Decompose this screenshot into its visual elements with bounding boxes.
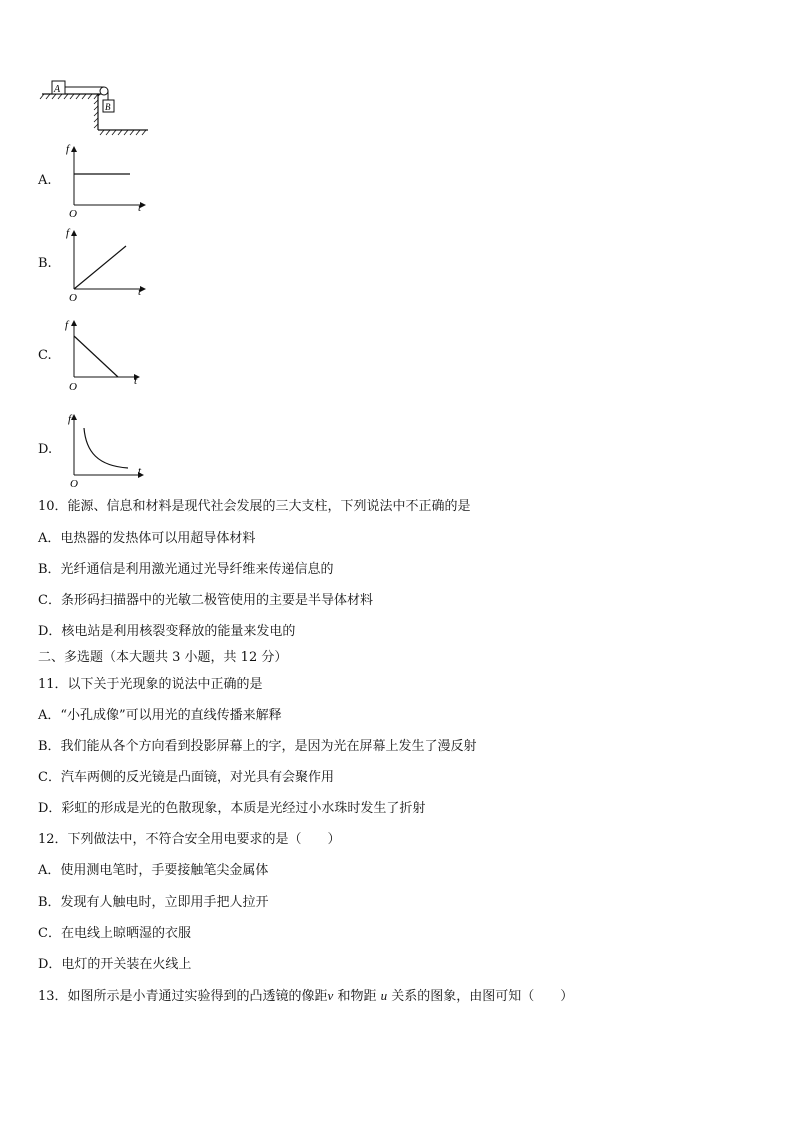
q13-stem: [38, 988, 573, 1005]
graph-c-origin-label: O: [69, 381, 77, 393]
q10-option-a: A．电热器的发热体可以用超导体材料: [38, 531, 256, 546]
q11-option-a: A．“小孔成像”可以用光的直线传播来解释: [38, 708, 282, 723]
graph-d-curve: [84, 428, 128, 468]
q12-stem: 12．下列做法中，不符合安全用电要求的是（ ）: [38, 832, 341, 847]
graph-a-y-axis-label: f: [66, 143, 70, 155]
graph-b-x-axis-label: t: [138, 286, 142, 298]
graph-c-x-axis-label: t: [134, 375, 138, 387]
q12-option-b: B．发现有人触电时，立即用手把人拉开: [38, 895, 269, 910]
q13-var-u: u: [380, 988, 388, 1003]
q12-option-c: C．在电线上晾晒湿的衣服: [38, 926, 191, 941]
graph-option-a: [62, 138, 152, 220]
q11-option-b: B．我们能从各个方向看到投影屏幕上的字，是因为光在屏幕上发生了漫反射: [38, 739, 477, 754]
q12-option-a: A．使用测电笔时，手要接触笔尖金属体: [38, 863, 269, 878]
q11-option-d: D．彩虹的形成是光的色散现象，本质是光经过小水珠时发生了折射: [38, 801, 426, 816]
block-b-label: B: [105, 102, 111, 112]
q11-option-c: C．汽车两侧的反光镜是凸面镜，对光具有会聚作用: [38, 770, 334, 785]
q13-var-v: v: [327, 988, 334, 1003]
pulley-system-figure: [38, 76, 153, 138]
graph-a-x-axis-label: t: [138, 202, 142, 214]
graph-d-y-axis-label: f: [68, 413, 72, 425]
graph-option-c-label: C.: [38, 348, 52, 363]
q10-option-c: C．条形码扫描器中的光敏二极管使用的主要是半导体材料: [38, 593, 373, 608]
graph-option-b: [62, 222, 152, 304]
block-a-label: A: [54, 84, 61, 95]
graph-a-origin-label: O: [69, 208, 77, 220]
q11-stem: 11．以下关于光现象的说法中正确的是: [38, 677, 263, 692]
section-heading-multiple-choice: 二、多选题（本大题共 3 小题，共 12 分）: [38, 650, 288, 665]
graph-b-curve: [74, 246, 126, 289]
q13-stem-part3: 关系的图象，由图可知（ ）: [387, 989, 574, 1004]
graph-option-b-label: B.: [38, 256, 52, 271]
q10-option-d: D．核电站是利用核裂变释放的能量来发电的: [38, 624, 296, 639]
graph-b-y-axis-label: f: [66, 227, 70, 239]
q13-stem-part2: 和物距: [333, 989, 381, 1004]
q10-stem: 10．能源、信息和材料是现代社会发展的三大支柱，下列说法中不正确的是: [38, 499, 471, 514]
graph-option-a-label: A.: [38, 173, 52, 188]
q10-option-b: B．光纤通信是利用激光通过光导纤维来传递信息的: [38, 562, 334, 577]
graph-b-origin-label: O: [69, 292, 77, 304]
graph-d-x-axis-label: t: [138, 465, 142, 477]
q13-stem-part1: 13．如图所示是小青通过实验得到的凸透镜的像距: [38, 989, 328, 1004]
graph-option-c: [62, 312, 152, 394]
graph-c-y-axis-label: f: [65, 319, 69, 331]
q12-option-d: D．电灯的开关装在火线上: [38, 957, 192, 972]
graph-d-origin-label: O: [70, 478, 78, 488]
graph-c-curve: [74, 336, 118, 377]
graph-option-d-label: D.: [38, 442, 53, 457]
graph-option-d: [62, 406, 152, 488]
